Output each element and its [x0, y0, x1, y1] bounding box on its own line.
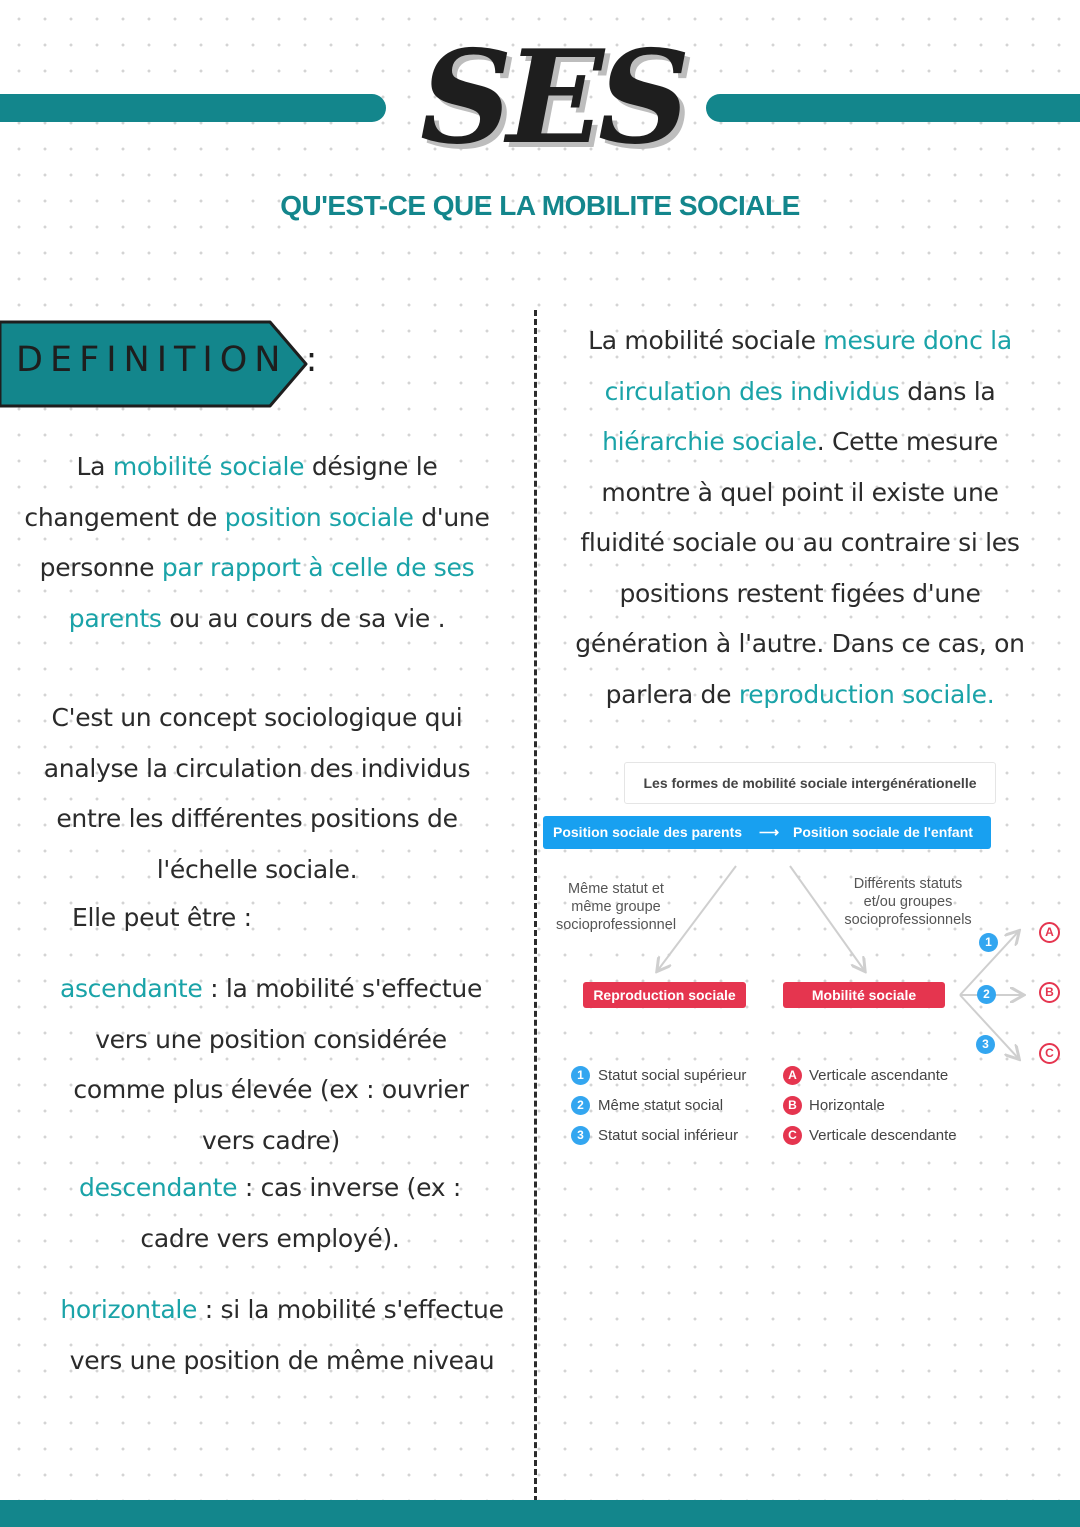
- text-segment: d'une personne: [39, 502, 490, 582]
- legend-item: Même statut social: [598, 1097, 724, 1114]
- text-segment: La: [76, 452, 113, 481]
- type-desc: la mobilité s'effectue vers une position considérée comme plus élevée (ex : ouvrier vers cadre): [73, 974, 483, 1155]
- type-desc: cas inverse (ex : cadre vers employé).: [140, 1173, 461, 1253]
- legend-number-badge: 1: [571, 1066, 590, 1085]
- footer-bar: [0, 1500, 1080, 1527]
- type-desc: si la mobilité s'effectue vers une position de même niveau: [69, 1295, 504, 1375]
- type-descendante: descendante : cas inverse (ex : cadre vers employé).: [79, 1173, 461, 1253]
- types-intro: Elle peut être :: [72, 903, 252, 932]
- text-segment: . Cette mesure montre à quel point il existe une fluidité sociale ou au contraire si les positions restent figées d'une génération à l'autre. Dans ce cas, on parlera de: [575, 427, 1025, 709]
- type-term: ascendante: [59, 974, 203, 1003]
- number-1-badge: 1: [979, 933, 998, 952]
- measure-paragraph: [570, 316, 1030, 720]
- text-segment: désigne le changement de: [24, 452, 438, 532]
- legend-item: Statut social supérieur: [598, 1067, 747, 1084]
- position-bar: [543, 816, 991, 849]
- concept-paragraph: C'est un concept sociologique qui analyse la circulation des individus entre les différentes positions de l'échelle sociale.: [43, 703, 471, 884]
- type-term: horizontale: [60, 1295, 198, 1324]
- legend-letter-badge: A: [783, 1066, 802, 1085]
- legend-item: Verticale descendante: [809, 1127, 957, 1144]
- page-title: QU'EST-CE QUE LA MOBILITE SOCIALE: [280, 190, 800, 221]
- legend-number-badge: 2: [571, 1096, 590, 1115]
- header-bar-right: [706, 94, 1080, 122]
- highlighted-text: position sociale: [224, 502, 414, 532]
- same-status-label: Même statut et même groupe socioprofessionnel: [555, 881, 677, 933]
- ses-logo: SES: [420, 23, 685, 173]
- type-ascendante: ascendante : la mobilité s'effectue vers une position considérée comme plus élevée (ex : ouvrier vers cadre): [59, 974, 483, 1155]
- legend-item: Horizontale: [809, 1097, 885, 1114]
- mobilite-sociale-box: Mobilité sociale: [783, 982, 945, 1008]
- column-divider: [534, 310, 537, 1502]
- definition-label: DEFINITION :: [16, 340, 325, 380]
- legend-number-badge: 3: [571, 1126, 590, 1145]
- letter-b-badge: B: [1039, 982, 1060, 1003]
- highlighted-text: par rapport à celle de ses parents: [68, 553, 475, 633]
- number-3-badge: 3: [976, 1035, 995, 1054]
- arrow-icon: ⟶: [759, 824, 780, 840]
- parents-position: Position sociale des parents: [553, 824, 743, 840]
- highlighted-text: mobilité sociale: [112, 452, 305, 481]
- text-segment: ou au cours de sa vie .: [161, 603, 446, 633]
- header-bar-left: [0, 94, 386, 122]
- definition-paragraph: [22, 442, 492, 644]
- letter-c-badge: C: [1039, 1043, 1060, 1064]
- diagram-title: Les formes de mobilité sociale intergénérationelle: [624, 762, 996, 804]
- legend-item: Verticale ascendante: [809, 1067, 949, 1084]
- text-segment: La mobilité sociale: [588, 326, 824, 355]
- child-position: Position sociale de l'enfant: [793, 824, 973, 840]
- type-horizontale: horizontale : si la mobilité s'effectue vers une position de même niveau: [60, 1295, 504, 1375]
- highlighted-text: reproduction sociale.: [738, 679, 995, 709]
- legend-item: Statut social inférieur: [598, 1127, 739, 1144]
- highlighted-text: hiérarchie sociale: [602, 427, 817, 456]
- text-segment: dans la: [899, 376, 996, 406]
- legend-letter-badge: C: [783, 1126, 802, 1145]
- reproduction-sociale-box: Reproduction sociale: [583, 982, 746, 1008]
- highlighted-text: mesure donc la circulation des individus: [604, 326, 1012, 406]
- different-status-label: Différents statuts et/ou groupes socioprofessionnels: [844, 876, 972, 928]
- number-2-badge: 2: [977, 985, 996, 1004]
- legend-letter-badge: B: [783, 1096, 802, 1115]
- letter-a-badge: A: [1039, 922, 1060, 943]
- type-term: descendante: [79, 1173, 238, 1202]
